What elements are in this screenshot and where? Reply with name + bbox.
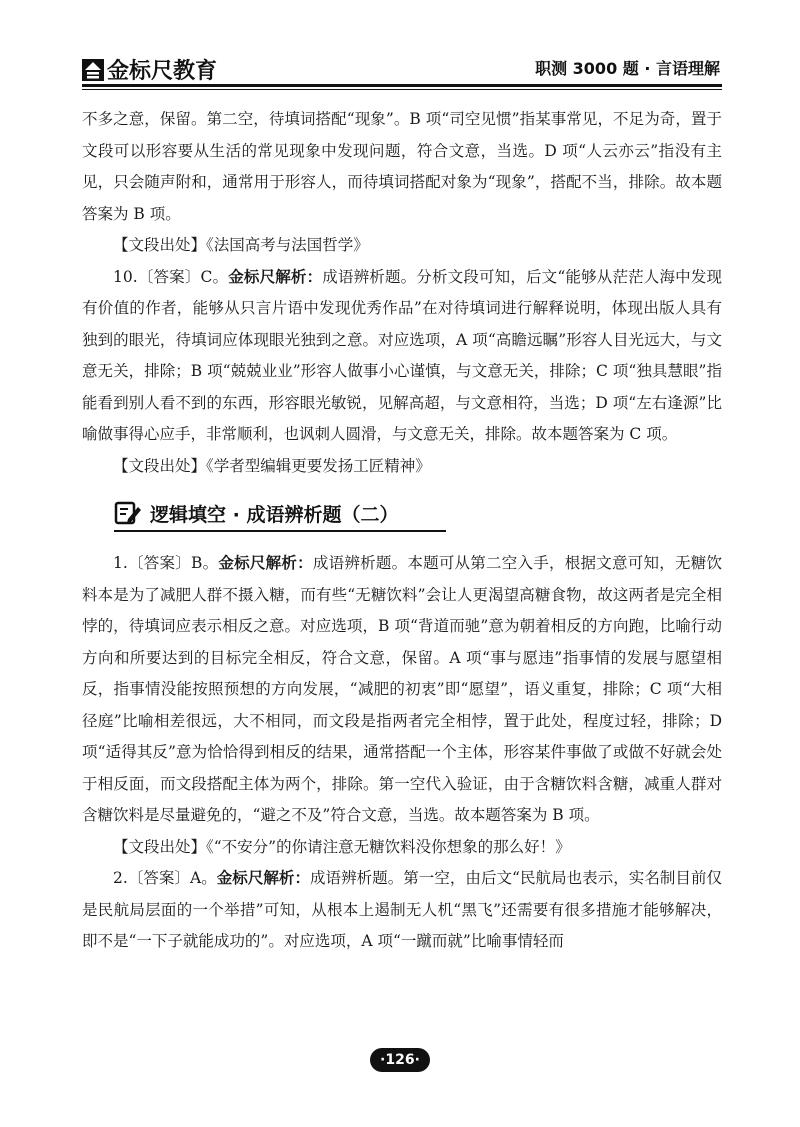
answer-1-source: 【文段出处】《“不安分”的你请注意无糖饮料没你想象的那么好！》 xyxy=(113,837,571,856)
answer-2-prefix: 2.〔答案〕A。 xyxy=(113,869,217,887)
section-heading xyxy=(82,496,722,530)
answer-10-source: 【文段出处】《学者型编辑更要发扬工匠精神》 xyxy=(113,456,431,475)
answer-2-text: 成语辨析题。第一空，由后文“民航局也表示，实名制目前仅是民航局层面的一个举措”可知，从根本上遏制无人机“黑飞”还需要有很多措施才能够解决，即不是“一下子就能成功的”。对应选项，A 项“一蹴而就”比喻事情轻而 xyxy=(82,869,722,950)
answer-1-text: 成语辨析题。本题可从第二空入手，根据文意可知，无糖饮料本是为了减肥人群不摄入糖，而有些“无糖饮料”会让人更渴望高糖食物，故这两者是完全相悖的，待填词应表示相反之意。对应选项，B 项“背道而驰”意为朝着相反的方向跑，比喻行动方向和所要达到的目标完全相反，符合文意，保留。A 项“事与愿违”指事情的发展与愿望相反，指事情没能按照预想的方向发展，“减肥的初衷”即“愿望”，语义重复，排除；C 项“大相径庭”比喻相差很远，大不相同，而文段是指两者完全相悖，置于此处，程度过轻，排除；D 项“适得其反”意为恰恰得到相反的结果，通常搭配一个主体，形容某件事做了或做不好就会处于相反面，而文段搭配主体为两个，排除。第一空代入验证，由于含糖饮料含糖，减重人群对含糖饮料是尽量避免的，“避之不及”符合文意，当选。故本题答案为 B 项。 xyxy=(82,554,722,824)
answer-1-prefix: 1.〔答案〕B。 xyxy=(113,554,219,572)
page-header xyxy=(0,0,800,100)
answer-10-label: 金标尺解析： xyxy=(228,267,323,286)
page-number-value: 126 xyxy=(385,1052,415,1068)
answer-10-text: 成语辨析题。分析文段可知，后文“能够从茫茫人海中发现有价值的作者，能够从只言片语中发现优秀作品”在对待填词进行解释说明，体现出版人具有独到的眼光，待填词应体现眼光独到之意。对应选项，A 项“高瞻远瞩”形容人目光远大，与文意无关，排除；B 项“兢兢业业”形容人做事小心谨慎，与文意无关，排除；C 项“独具慧眼”指能看到别人看不到的东西，形容眼光敏锐，见解高超，与文意相符，当选；D 项“左右逢源”比喻做事得心应手，非常顺利，也讽刺人圆滑，与文意无关，排除。故本题答案为 C 项。 xyxy=(82,267,722,443)
edit-icon xyxy=(114,499,142,527)
answer-1-label: 金标尺解析： xyxy=(218,554,313,572)
page-content xyxy=(82,104,722,958)
intro-source: 【文段出处】《法国高考与法国哲学》 xyxy=(113,236,369,254)
section-underline xyxy=(114,530,446,532)
logo-icon xyxy=(82,59,104,81)
logo-text: 金标尺教育 xyxy=(107,59,218,84)
header-divider xyxy=(82,84,722,87)
answer-10 xyxy=(82,262,722,451)
intro-paragraph: 不多之意，保留。第二空，待填词搭配“现象”。B 项“司空见惯”指某事常见，不足为奇，置于文段可以形容要从生活的常见现象中发现问题，符合文意，当选。D 项“人云亦云”指没有主见，只会随声附和，通常用于形容人，而待填词搭配对象为“现象”，搭配不当，排除。故本题答案为 B 项。 xyxy=(82,110,722,223)
brand-logo xyxy=(82,54,217,85)
header-divider-thin xyxy=(82,89,722,90)
answer-10-prefix: 10.〔答案〕C。 xyxy=(113,267,229,286)
book-title: 职测 3000 题 · 言语理解 xyxy=(535,59,720,78)
page-number: ·126· xyxy=(370,1048,430,1072)
answer-2 xyxy=(82,863,722,958)
answer-1 xyxy=(82,548,722,832)
section-title: 逻辑填空 · 成语辨析题（二） xyxy=(150,503,399,526)
answer-2-label: 金标尺解析： xyxy=(216,869,311,887)
